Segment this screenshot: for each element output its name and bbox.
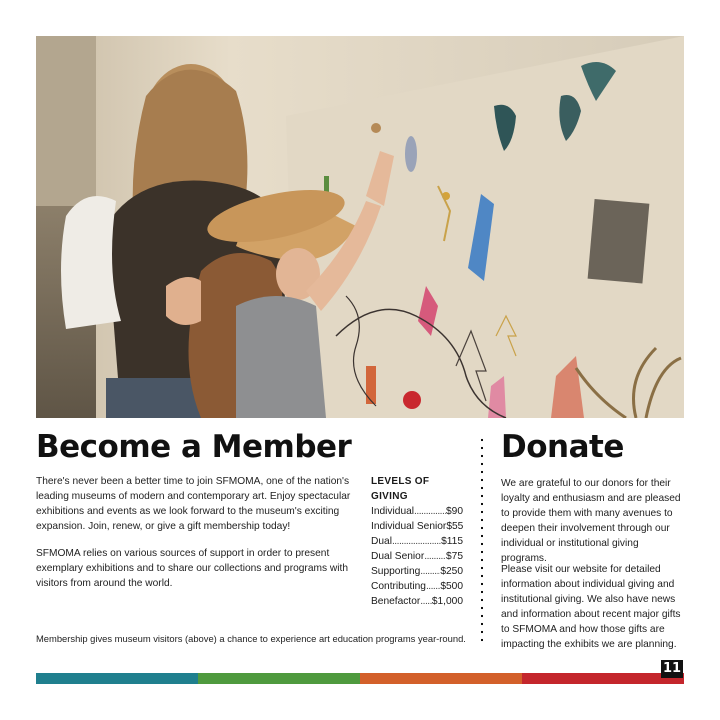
level-name: Dual Senior bbox=[371, 551, 425, 562]
level-price: $55 bbox=[446, 521, 464, 532]
color-bar-green bbox=[198, 673, 360, 684]
level-price: $90 bbox=[446, 506, 463, 517]
member-support-text: SFMOMA relies on various sources of support in order to present exemplary exhibitions and to share our collections and programs with visitors from around the world. bbox=[36, 548, 349, 589]
dotted-divider bbox=[481, 436, 483, 646]
level-row bbox=[371, 549, 463, 564]
photo-caption: Membership gives museum visitors (above) a chance to experience art education programs year-round. bbox=[36, 633, 466, 644]
level-name: Individual bbox=[371, 506, 415, 517]
donate-heading: Donate bbox=[501, 429, 624, 465]
level-row bbox=[371, 519, 463, 534]
level-row bbox=[371, 594, 463, 609]
level-name: Dual bbox=[371, 536, 392, 547]
level-price: $1,000 bbox=[431, 596, 463, 607]
level-price: $250 bbox=[440, 566, 463, 577]
hero-photo bbox=[36, 36, 684, 418]
level-row bbox=[371, 534, 463, 549]
color-bar-teal bbox=[36, 673, 198, 684]
page-number: 11 bbox=[662, 661, 682, 676]
level-row bbox=[371, 504, 463, 519]
levels-title: LEVELS OF GIVING bbox=[371, 476, 430, 502]
level-row bbox=[371, 579, 463, 594]
level-price: $115 bbox=[441, 536, 463, 547]
level-name: Benefactor bbox=[371, 596, 421, 607]
level-name: Supporting bbox=[371, 566, 421, 577]
levels-of-giving bbox=[371, 474, 463, 609]
donate-intro-text: We are grateful to our donors for their loyalty and enthusiasm and are pleased to provide them with many avenues to deepen their involvement through our individual or institutional giving programs. bbox=[501, 478, 681, 564]
photo-illustration bbox=[36, 36, 684, 418]
level-price: $500 bbox=[440, 581, 463, 592]
become-member-heading: Become a Member bbox=[36, 429, 352, 465]
color-bar-red bbox=[522, 673, 684, 684]
color-bar bbox=[36, 673, 684, 684]
level-name: Contributing bbox=[371, 581, 426, 592]
color-bar-orange bbox=[360, 673, 522, 684]
level-price: $75 bbox=[446, 551, 463, 562]
level-name: Individual Senior bbox=[371, 521, 447, 532]
member-intro-text: There's never been a better time to join SFMOMA, one of the nation's leading museums of modern and contemporary art. Enjoy spectacular exhibitions and events as we look forward to the museum's exciting expansion. Join, renew, or give a gift membership today! bbox=[36, 476, 351, 532]
donate-website-text: Please visit our website for detailed information about individual giving and institutional giving. We also have news and information about recent major gifts to SFMOMA and how those gifts are impacting the exhibits we are planning. bbox=[501, 564, 681, 650]
level-row bbox=[371, 564, 463, 579]
